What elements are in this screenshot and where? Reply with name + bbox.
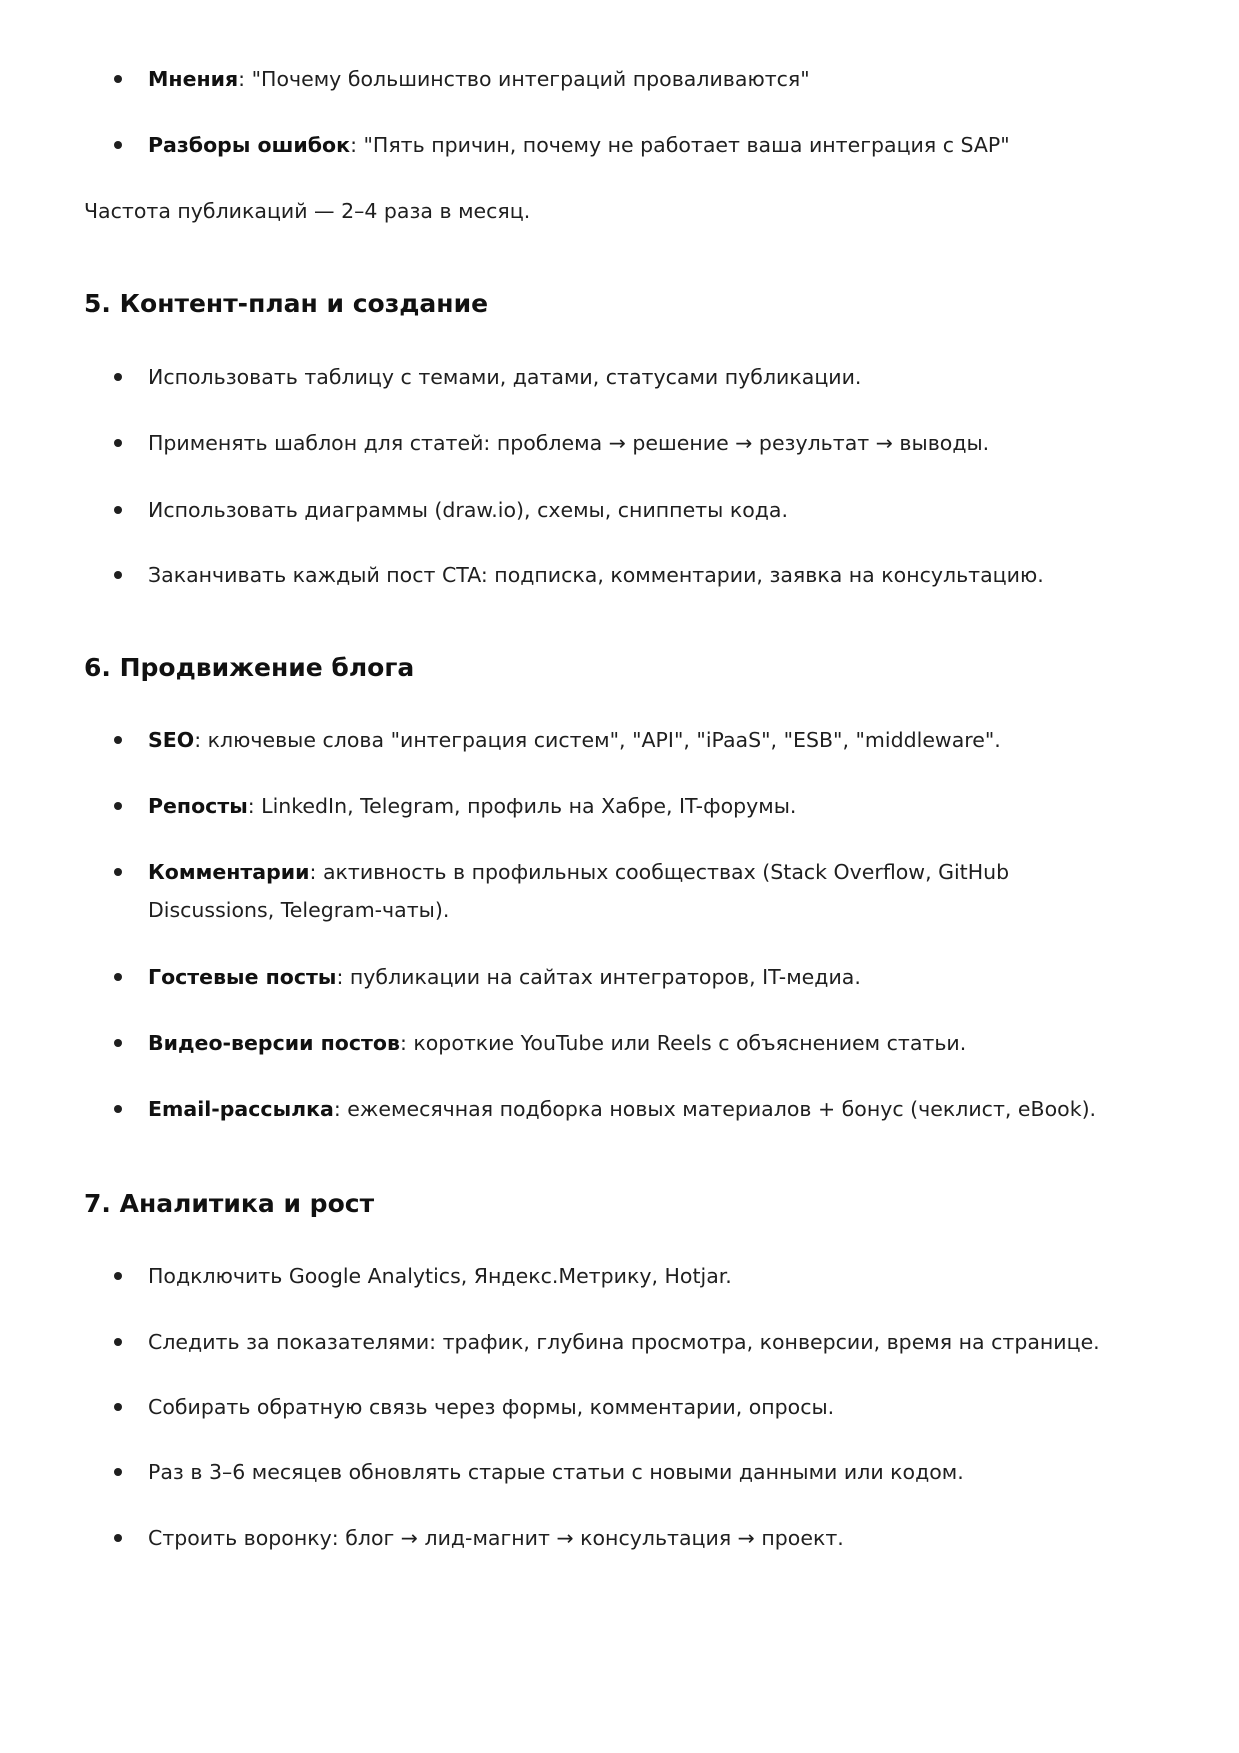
list-item xyxy=(148,787,1158,825)
item-text: : ключевые слова "интеграция систем", "API", "iPaaS", "ESB", "middleware". xyxy=(194,728,1001,752)
list-item xyxy=(148,1090,1158,1128)
item-bold: Комментарии xyxy=(148,860,310,884)
list-item xyxy=(148,1024,1158,1062)
list-item xyxy=(148,491,1158,529)
list-item xyxy=(148,424,1158,462)
item-text: : активность в профильных сообществах (Stack Overflow, GitHub Discussions, Telegram-чаты). xyxy=(148,860,1010,922)
item-bold: Email-рассылка xyxy=(148,1097,334,1121)
item-text: Использовать диаграммы (draw.io), схемы, сниппеты кода. xyxy=(148,498,789,522)
section-heading: 6. Продвижение блога xyxy=(84,653,415,682)
list-item xyxy=(148,1388,1158,1426)
item-text: Собирать обратную связь через формы, комментарии, опросы. xyxy=(148,1395,835,1419)
list-item xyxy=(148,1453,1158,1491)
item-text: : "Почему большинство интеграций проваливаются" xyxy=(238,67,810,91)
item-text: : "Пять причин, почему не работает ваша интеграция с SAP" xyxy=(350,133,1010,157)
item-bold: SEO xyxy=(148,728,195,752)
list-item xyxy=(148,721,1158,759)
item-bold: Разборы ошибок xyxy=(148,133,351,157)
item-text: Строить воронку: блог → лид-магнит → консультация → проект. xyxy=(148,1526,844,1550)
item-bold: Гостевые посты xyxy=(148,965,337,989)
list-item xyxy=(148,958,1158,996)
section-heading: 7. Аналитика и рост xyxy=(84,1189,375,1218)
section-heading: 5. Контент-план и создание xyxy=(84,289,489,318)
list-item xyxy=(148,358,1158,396)
item-text: Раз в 3–6 месяцев обновлять старые статьи с новыми данными или кодом. xyxy=(148,1460,964,1484)
list-item xyxy=(148,60,1158,98)
list-item xyxy=(148,1323,1158,1361)
item-bold: Репосты xyxy=(148,794,248,818)
list-item xyxy=(148,853,1078,929)
item-bold: Мнения xyxy=(148,67,239,91)
item-text: Подключить Google Analytics, Яндекс.Метрику, Hotjar. xyxy=(148,1264,732,1288)
item-text: : ежемесячная подборка новых материалов + бонус (чеклист, eBook). xyxy=(333,1097,1097,1121)
list-item xyxy=(148,126,1158,164)
item-text: Следить за показателями: трафик, глубина просмотра, конверсии, время на странице. xyxy=(148,1330,1100,1354)
item-text: : короткие YouTube или Reels с объяснением статьи. xyxy=(399,1031,967,1055)
list-item xyxy=(148,556,1158,594)
item-text: Заканчивать каждый пост CTA: подписка, комментарии, заявка на консультацию. xyxy=(148,563,1044,587)
frequency-paragraph: Частота публикаций — 2–4 раза в месяц. xyxy=(84,199,531,223)
item-text: Использовать таблицу с темами, датами, статусами публикации. xyxy=(148,365,862,389)
item-text: : LinkedIn, Telegram, профиль на Хабре, IT-форумы. xyxy=(247,794,797,818)
item-bold: Видео-версии постов xyxy=(148,1031,400,1055)
item-text: Применять шаблон для статей: проблема → решение → результат → выводы. xyxy=(148,431,990,455)
list-item xyxy=(148,1257,1158,1295)
list-item xyxy=(148,1519,1158,1557)
item-text: : публикации на сайтах интеграторов, IT-медиа. xyxy=(336,965,861,989)
